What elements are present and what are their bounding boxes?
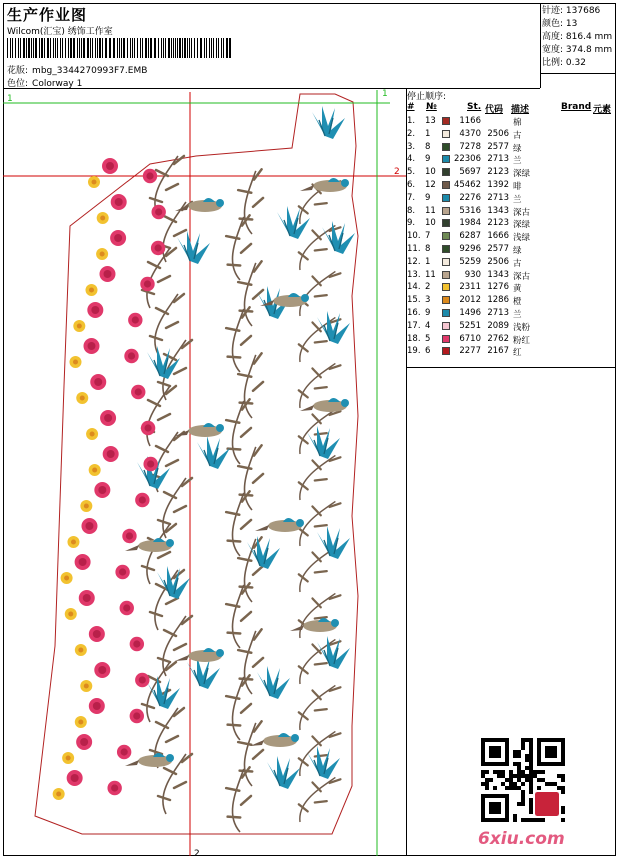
leaf-spray-motif xyxy=(293,263,340,324)
daisy-motif xyxy=(96,248,108,260)
table-row xyxy=(407,334,612,346)
leaf-spray-motif xyxy=(217,767,265,834)
table-row xyxy=(407,270,612,282)
row-stop: 9. xyxy=(407,218,416,229)
row-stitches: 2277 xyxy=(459,346,481,357)
rose-motif xyxy=(94,482,110,498)
table-row xyxy=(407,193,612,205)
blue-plume-motif xyxy=(247,536,280,569)
barcode xyxy=(7,38,235,58)
daisy-motif xyxy=(53,788,65,800)
row-stop: 17. xyxy=(407,320,421,331)
table-row xyxy=(407,308,612,320)
marker-2-bottom: 2 xyxy=(194,849,200,856)
blue-plume-motif xyxy=(312,106,345,139)
color-swatch xyxy=(442,130,450,138)
color-swatch xyxy=(442,143,450,151)
daisy-motif xyxy=(61,572,73,584)
leaf-spray-motif xyxy=(158,616,192,676)
row-stop: 13. xyxy=(407,269,421,280)
blue-plume-motif xyxy=(177,231,210,264)
row-stop: 18. xyxy=(407,333,421,344)
seal-stamp xyxy=(535,792,559,816)
pattern-row xyxy=(7,63,147,76)
rose-motif xyxy=(100,410,116,426)
rose-motif xyxy=(135,673,149,687)
rose-motif xyxy=(99,266,115,282)
row-stitches: 930 xyxy=(464,269,481,280)
row-stop: 3. xyxy=(407,141,416,152)
row-stitches: 2012 xyxy=(459,295,481,306)
rose-motif xyxy=(151,205,165,219)
daisy-motif xyxy=(75,716,87,728)
table-row xyxy=(407,180,612,192)
row-stitches: 7278 xyxy=(459,141,481,152)
daisy-motif xyxy=(80,500,92,512)
row-stop: 15. xyxy=(407,295,421,306)
col-desc: 描述 xyxy=(511,105,530,115)
row-stitches: 2311 xyxy=(459,282,481,293)
row-no: 9 xyxy=(425,192,431,203)
col-brand: Brand xyxy=(561,102,592,112)
watermark-site: 6xiu.com xyxy=(478,829,565,849)
row-desc: 古 xyxy=(513,258,522,269)
row-no: 9 xyxy=(425,154,431,165)
row-stitches: 5259 xyxy=(459,256,481,267)
rose-motif xyxy=(128,313,142,327)
color-swatch xyxy=(442,219,450,227)
color-swatch xyxy=(442,245,450,253)
bird-motif xyxy=(125,753,174,767)
row-no: 8 xyxy=(425,141,431,152)
rose-motif xyxy=(90,374,106,390)
daisy-motif xyxy=(62,752,74,764)
row-code: 2123 xyxy=(487,167,509,178)
row-stitches: 6710 xyxy=(459,333,481,344)
row-no: 6 xyxy=(425,346,431,357)
leaf-spray-motif xyxy=(229,721,277,788)
color-swatch xyxy=(442,347,450,355)
leaf-spray-motif xyxy=(158,478,192,538)
bird-motif xyxy=(255,518,304,532)
row-stitches: 6287 xyxy=(459,231,481,242)
daisy-motif xyxy=(69,356,81,368)
bird-motif xyxy=(250,733,299,747)
row-desc: 绿 xyxy=(513,143,522,154)
bird-motif xyxy=(175,648,224,662)
stats-panel xyxy=(542,5,612,70)
table-row xyxy=(407,167,612,179)
row-code: 1666 xyxy=(487,231,509,242)
row-stop: 11. xyxy=(407,244,421,254)
col-stop: # xyxy=(407,102,415,112)
leaf-spray-motif xyxy=(217,675,265,742)
col-stitches: St. xyxy=(467,102,482,112)
row-stitches: 1166 xyxy=(459,116,481,126)
stop-sequence-heading: 停止顺序: xyxy=(407,92,447,102)
row-stop: 10. xyxy=(407,231,421,242)
rose-motif xyxy=(141,421,155,435)
rose-motif xyxy=(87,302,103,318)
rose-motif xyxy=(79,590,95,606)
daisy-motif xyxy=(80,680,92,692)
table-row xyxy=(407,295,612,307)
colorway-label: 色位: xyxy=(7,79,29,89)
row-desc: 橙 xyxy=(513,297,522,308)
color-swatch xyxy=(442,232,450,240)
row-no: 11 xyxy=(425,269,436,280)
leaf-spray-motif xyxy=(142,524,176,584)
row-no: 1 xyxy=(425,128,431,139)
row-stop: 2. xyxy=(407,128,416,139)
row-desc: 粉红 xyxy=(513,335,531,346)
row-stop: 19. xyxy=(407,346,421,357)
row-code: 2123 xyxy=(487,218,509,229)
row-code: 2577 xyxy=(487,141,509,152)
daisy-motif xyxy=(75,644,87,656)
row-code: 2713 xyxy=(487,308,509,318)
row-desc: 黄 xyxy=(513,284,522,295)
row-desc: 啡 xyxy=(513,182,522,192)
bird-motif xyxy=(300,398,349,412)
table-row xyxy=(407,206,612,218)
row-stitches: 9296 xyxy=(459,244,481,254)
leaf-spray-motif xyxy=(293,723,340,784)
leaf-spray-motif xyxy=(229,537,277,604)
embroidery-design-preview xyxy=(0,86,406,856)
row-stitches: 45462 xyxy=(453,180,481,190)
color-swatch xyxy=(442,155,450,163)
row-code: 2089 xyxy=(487,320,509,331)
row-no: 10 xyxy=(425,167,436,178)
rose-motif xyxy=(75,554,91,570)
row-stitches: 5316 xyxy=(459,205,481,216)
leaf-spray-motif xyxy=(217,215,265,282)
row-no: 7 xyxy=(425,231,431,242)
leaf-spray-motif xyxy=(293,585,340,646)
table-row xyxy=(407,346,612,358)
row-desc: 绿 xyxy=(513,246,522,256)
table-row xyxy=(407,116,612,128)
rose-motif xyxy=(143,169,157,183)
row-stitches: 2276 xyxy=(459,192,481,203)
blue-plume-motif xyxy=(197,436,230,469)
table-row xyxy=(407,129,612,141)
stat-width: 宽度: 374.8 mm xyxy=(542,45,613,55)
bird-motif xyxy=(175,198,224,212)
colorway-value: Colorway 1 xyxy=(32,79,83,89)
row-stitches: 1984 xyxy=(459,218,481,229)
leaf-spray-motif xyxy=(229,353,277,420)
stats-bottom-line xyxy=(540,73,616,74)
row-no: 11 xyxy=(425,205,436,216)
row-desc: 棉 xyxy=(513,118,522,128)
pattern-value: mbg_3344270993F7.EMB xyxy=(32,66,148,76)
row-stop: 6. xyxy=(407,180,416,190)
row-code: 1343 xyxy=(487,269,509,280)
rose-motif xyxy=(110,230,126,246)
marker-2-right: 2 xyxy=(394,167,400,177)
leaf-spray-motif xyxy=(293,677,340,738)
rose-motif xyxy=(122,529,136,543)
row-desc: 古 xyxy=(513,130,522,141)
blue-plume-motif xyxy=(307,426,340,459)
daisy-motif xyxy=(86,428,98,440)
rose-motif xyxy=(111,194,127,210)
row-code: 1343 xyxy=(487,205,509,216)
marker-1-right: 1 xyxy=(382,89,388,99)
row-no: 3 xyxy=(425,295,431,306)
leaf-spray-motif xyxy=(229,169,277,236)
blue-plume-motif xyxy=(317,526,350,559)
blue-plume-motif xyxy=(257,666,290,699)
company-name: Wilcom(汇宝) 绣饰工作室 xyxy=(7,27,113,37)
row-no: 2 xyxy=(425,282,431,293)
rose-motif xyxy=(140,277,154,291)
rose-motif xyxy=(130,709,144,723)
row-code: 2167 xyxy=(487,346,509,357)
row-desc: 兰 xyxy=(513,156,522,167)
daisy-motif xyxy=(89,464,101,476)
stat-colors: 颜色: 13 xyxy=(542,19,578,29)
row-desc: 深绿 xyxy=(513,169,531,180)
stat-height: 高度: 816.4 mm xyxy=(542,32,613,42)
stats-divider xyxy=(540,3,541,88)
table-row xyxy=(407,257,612,269)
table-end-line xyxy=(406,367,616,368)
col-element: 元素 xyxy=(593,105,612,115)
color-swatch xyxy=(442,181,450,189)
color-swatch xyxy=(442,258,450,266)
row-code: 1276 xyxy=(487,282,509,293)
row-stop: 5. xyxy=(407,167,416,178)
row-no: 10 xyxy=(425,218,436,229)
col-no: № xyxy=(426,102,437,112)
marker-1-left: 1 xyxy=(7,94,13,104)
daisy-motif xyxy=(76,392,88,404)
page-title: 生产作业图 xyxy=(7,6,88,24)
col-code: 代码 xyxy=(485,105,504,115)
row-desc: 浅粉 xyxy=(513,322,531,333)
daisy-motif xyxy=(73,320,85,332)
rose-motif xyxy=(107,781,121,795)
table-row xyxy=(407,321,612,333)
rose-motif xyxy=(76,734,92,750)
rose-motif xyxy=(131,385,145,399)
rose-motif xyxy=(115,565,129,579)
rose-motif xyxy=(89,698,105,714)
daisy-motif xyxy=(85,284,97,296)
color-swatch xyxy=(442,194,450,202)
row-no: 1 xyxy=(425,256,431,267)
color-swatch xyxy=(442,117,450,125)
row-stitches: 5251 xyxy=(459,320,481,331)
color-swatch xyxy=(442,309,450,317)
table-row xyxy=(407,282,612,294)
row-no: 8 xyxy=(425,244,431,254)
row-stitches: 4370 xyxy=(459,128,481,139)
row-stop: 16. xyxy=(407,308,421,318)
rose-motif xyxy=(83,338,99,354)
row-code: 2577 xyxy=(487,244,509,254)
bird-motif xyxy=(290,618,339,632)
leaf-spray-motif xyxy=(293,447,340,508)
embroidery-motifs xyxy=(53,106,355,834)
rose-motif xyxy=(102,158,118,174)
row-desc: 兰 xyxy=(513,194,522,205)
leaf-spray-motif xyxy=(229,445,277,512)
leaf-spray-motif xyxy=(229,261,277,328)
leaf-spray-motif xyxy=(217,583,265,650)
leaf-spray-motif xyxy=(217,307,265,374)
row-stop: 8. xyxy=(407,205,416,216)
row-stop: 12. xyxy=(407,256,421,267)
row-stitches: 22306 xyxy=(453,154,481,165)
row-stop: 7. xyxy=(407,192,416,203)
leaf-spray-motif xyxy=(142,386,176,446)
row-code: 2506 xyxy=(487,128,509,139)
rose-motif xyxy=(67,770,83,786)
bird-motif xyxy=(300,178,349,192)
rose-motif xyxy=(81,518,97,534)
rose-motif xyxy=(120,601,134,615)
row-desc: 兰 xyxy=(513,310,522,320)
rose-motif xyxy=(143,457,157,471)
blue-plume-motif xyxy=(267,756,300,789)
row-stop: 1. xyxy=(407,116,416,126)
row-desc: 深绿 xyxy=(513,220,531,231)
row-code: 2506 xyxy=(487,256,509,267)
daisy-motif xyxy=(67,536,79,548)
row-code: 1286 xyxy=(487,295,509,306)
color-swatch xyxy=(442,296,450,304)
table-row xyxy=(407,142,612,154)
leaf-spray-motif xyxy=(150,294,184,354)
leaf-spray-motif xyxy=(293,769,340,830)
table-row xyxy=(407,218,612,230)
rose-motif xyxy=(94,662,110,678)
row-no: 12 xyxy=(425,180,436,190)
rose-motif xyxy=(117,745,131,759)
rose-motif xyxy=(130,637,144,651)
row-no: 13 xyxy=(425,116,436,126)
row-stitches: 1496 xyxy=(459,308,481,318)
row-no: 9 xyxy=(425,308,431,318)
color-swatch xyxy=(442,335,450,343)
rose-motif xyxy=(89,626,105,642)
color-swatch xyxy=(442,207,450,215)
row-stitches: 5697 xyxy=(459,167,481,178)
rose-motif xyxy=(135,493,149,507)
row-desc: 红 xyxy=(513,348,522,359)
table-row xyxy=(407,231,612,243)
row-stop: 14. xyxy=(407,282,421,293)
bird-motif xyxy=(175,423,224,437)
color-swatch xyxy=(442,168,450,176)
qr-code xyxy=(481,738,565,822)
stat-scale: 比例: 0.32 xyxy=(542,58,586,68)
table-row xyxy=(407,244,612,256)
blue-plume-motif xyxy=(307,746,340,779)
color-swatch xyxy=(442,271,450,279)
color-swatch xyxy=(442,283,450,291)
row-code: 2713 xyxy=(487,192,509,203)
row-no: 4 xyxy=(425,320,431,331)
row-desc: 浅绿 xyxy=(513,233,531,244)
row-desc: 深古 xyxy=(513,271,531,282)
daisy-motif xyxy=(97,212,109,224)
table-header xyxy=(407,102,617,114)
stat-stitches: 针迹: 137686 xyxy=(542,6,601,16)
daisy-motif xyxy=(65,608,77,620)
daisy-motif xyxy=(88,176,100,188)
table-row xyxy=(407,154,612,166)
row-no: 5 xyxy=(425,333,431,344)
rose-motif xyxy=(103,446,119,462)
rose-motif xyxy=(151,241,165,255)
row-stop: 4. xyxy=(407,154,416,165)
rose-motif xyxy=(124,349,138,363)
row-code: 2713 xyxy=(487,154,509,165)
row-desc: 深古 xyxy=(513,207,531,218)
pattern-label: 花版: xyxy=(7,66,29,76)
row-code: 2762 xyxy=(487,333,509,344)
row-code: 1392 xyxy=(487,180,509,190)
color-swatch xyxy=(442,322,450,330)
